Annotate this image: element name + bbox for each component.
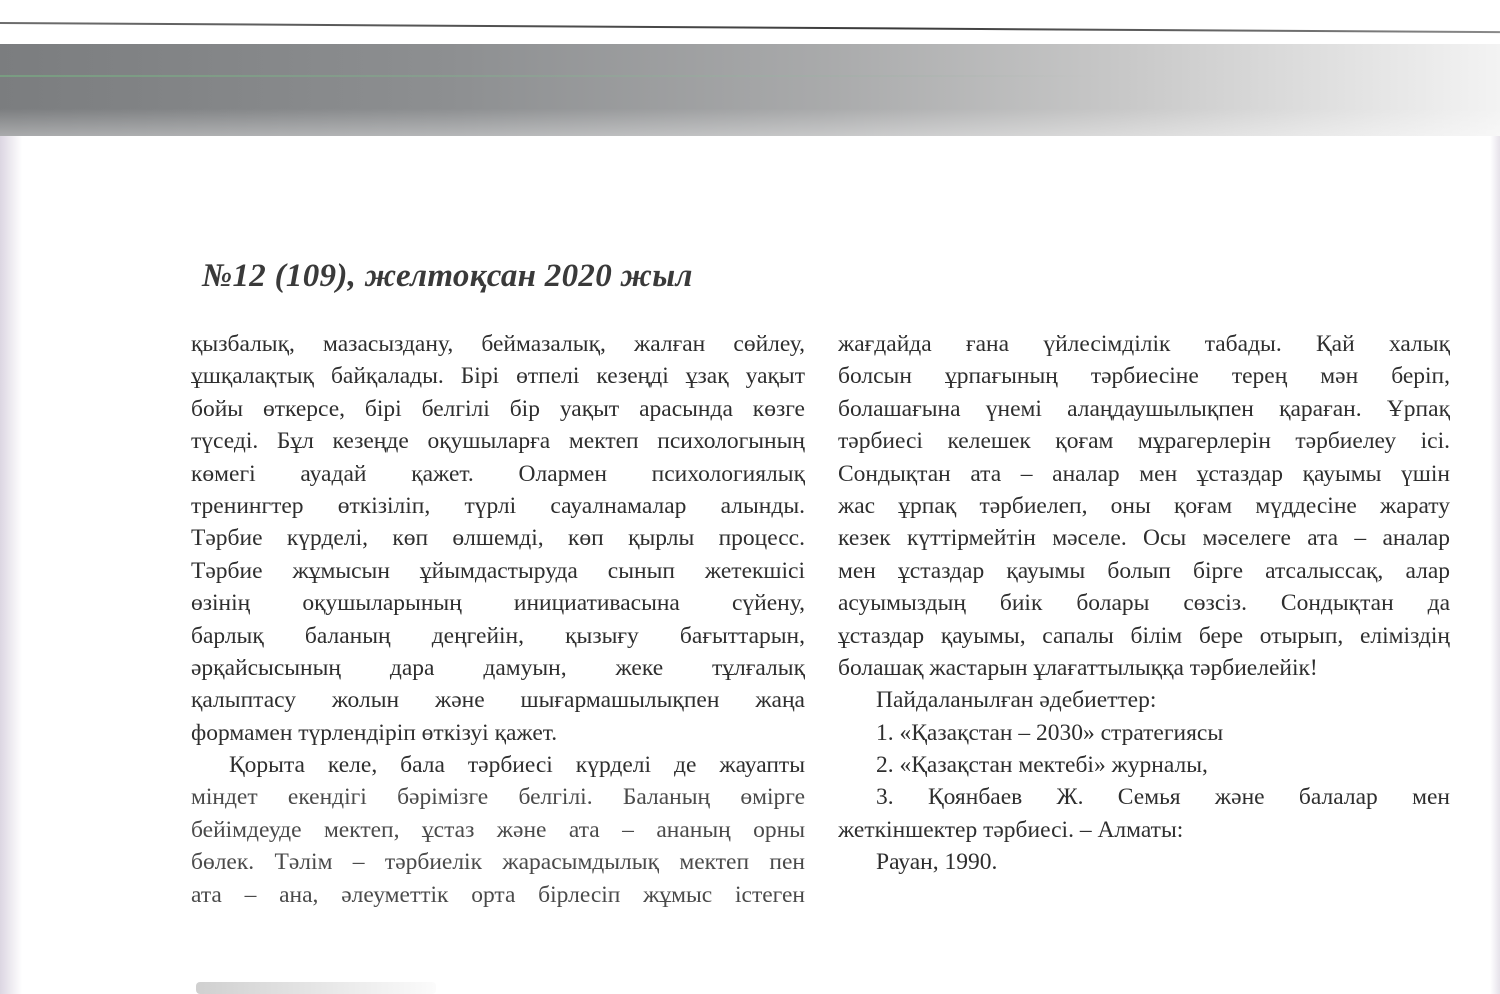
- reference-item: 1. «Қазақстан – 2030» стратегиясы: [876, 719, 1224, 746]
- reference-item-continuation: Рауан, 1990.: [876, 849, 998, 876]
- text-line: бойы өткерсе, бірі белгілі бір уақыт арасында көзге: [191, 395, 805, 422]
- text-line: барлық баланың деңгейін, қызығу бағыттарын,: [191, 622, 805, 649]
- scan-left-shadow: [0, 136, 22, 994]
- text-line: қызбалық, мазасыздану, беймазалық, жалған сөйлеу,: [191, 331, 805, 357]
- scan-shadow-band: [0, 44, 1500, 136]
- paragraph-first-line: Қорыта келе, бала тәрбиесі күрделі де жауапты: [229, 752, 805, 779]
- text-line: қалыптасу жолын және шығармашылықпен жаңа: [191, 687, 805, 714]
- text-line: өзінің оқушыларының инициативасына сүйену,: [191, 590, 805, 617]
- reference-item: 2. «Қазақстан мектебі» журналы,: [876, 752, 1208, 779]
- scan-band-line: [0, 75, 1100, 77]
- text-line: тренингтер өткізіліп, түрлі сауалнамалар алынды.: [191, 492, 805, 519]
- bleed-through-text: [196, 982, 436, 994]
- text-line: әрқайсысының дара дамуын, жеке тұлғалық: [191, 654, 805, 681]
- text-line: жағдайда ғана үйлесімділік табады. Қай халық: [838, 331, 1450, 357]
- text-line: бейімдеуде мектеп, ұстаз және ата – ананың орны: [191, 816, 805, 843]
- text-line: тәрбиесі келешек қоғам мұрагерлерін тәрбиелеу ісі.: [838, 428, 1450, 455]
- text-line: Сондықтан ата – аналар мен ұстаздар қауымы үшін: [838, 460, 1450, 487]
- text-line: болсын ұрпағының тәрбиесіне терең мән беріп,: [838, 363, 1450, 390]
- text-line: көмегі ауадай қажет. Олармен психологиялық: [191, 460, 805, 487]
- text-line: бөлек. Тәлім – тәрбиелік жарасымдылық мектеп пен: [191, 849, 805, 876]
- text-line: ұстаздар қауымы, сапалы білім бере отырып, еліміздің: [838, 622, 1450, 649]
- text-line: Тәрбие жұмысын ұйымдастыруда сынып жетекшісі: [191, 557, 805, 584]
- left-column: [191, 328, 805, 911]
- text-line: болашағына үнемі алаңдаушылықпен қараған. Ұрпақ: [838, 395, 1450, 422]
- reference-item-continuation: жеткіншектер тәрбиесі. – Алматы:: [838, 816, 1184, 843]
- references-title: Пайдаланылған әдебиеттер:: [876, 687, 1157, 714]
- text-line: асуымыздың биік болары сөзсіз. Сондықтан да: [838, 590, 1450, 617]
- paragraph-end-line: болашақ жастарын ұлағаттылыққа тәрбиелейік!: [838, 654, 1318, 681]
- text-line: ұшқалақтық байқалады. Бірі өтпелі кезеңді ұзақ уақыт: [191, 363, 805, 390]
- text-line: ата – ана, әлеуметтік орта бірлесіп жұмыс істеген: [191, 881, 805, 908]
- text-line: түседі. Бұл кезеңде оқушыларға мектеп психологының: [191, 428, 805, 455]
- scan-top-edge: [0, 22, 1500, 33]
- reference-item: 3. Қоянбаев Ж. Семья және балалар мен: [876, 784, 1450, 811]
- text-line: Тәрбие күрделі, көп өлшемді, көп қырлы процесс.: [191, 525, 805, 552]
- text-line: мен ұстаздар қауымы болып бірге атсалыссақ, алар: [838, 557, 1450, 584]
- right-column: [838, 328, 1450, 879]
- text-line: жас ұрпақ тәрбиелеп, оны қоғам мүддесіне жарату: [838, 492, 1450, 519]
- scan-right-shadow: [1490, 136, 1500, 994]
- paragraph-end-line: формамен түрлендіріп өткізуі қажет.: [191, 719, 558, 746]
- issue-header: №12 (109), желтоқсан 2020 жыл: [202, 258, 693, 294]
- text-line: кезек күттірмейтін мәселе. Осы мәселеге ата – аналар: [838, 525, 1450, 552]
- text-line: міндет екендігі бәрімізге белгілі. Баланың өмірге: [191, 784, 805, 811]
